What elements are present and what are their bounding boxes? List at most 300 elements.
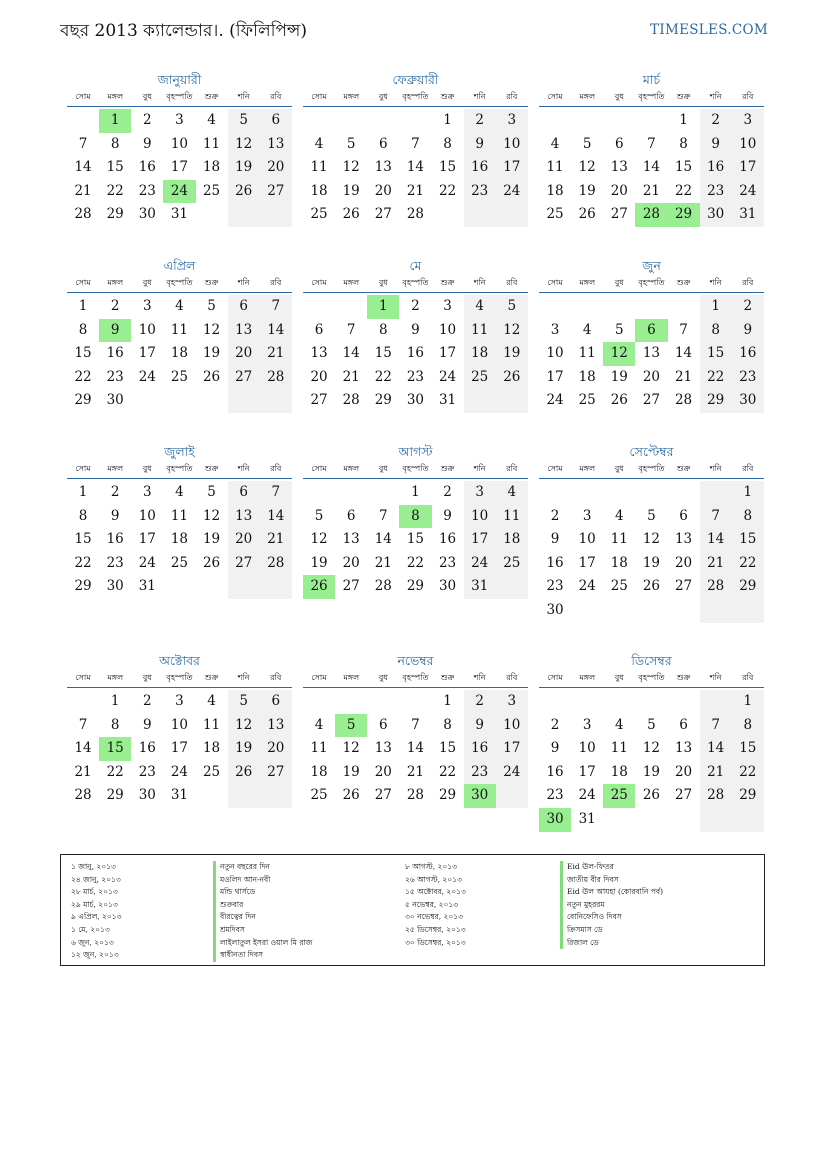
weekday-label: বুধ <box>378 673 388 682</box>
weekday-label: বুধ <box>614 464 624 473</box>
day-cell: 17 <box>578 554 596 571</box>
weekday-label: শনি <box>473 92 486 101</box>
day-cell: 25 <box>310 787 328 804</box>
day-cell: 2 <box>700 109 732 133</box>
holiday-name: Eid ঊল আযহা (কোরবানি পর্ব) <box>560 886 663 899</box>
day-cell: 6 <box>679 507 688 524</box>
weekday-label: সোম <box>547 92 563 101</box>
empty-cell <box>603 690 635 714</box>
day-cell: 2 <box>550 507 560 524</box>
empty-cell <box>335 109 367 133</box>
empty-cell <box>163 575 195 599</box>
day-cell: 13 <box>674 740 693 757</box>
day-cell: 1 <box>700 295 732 319</box>
day-cell: 16 <box>138 740 156 757</box>
weekday-header <box>539 671 764 688</box>
weekday-label: শুক্র <box>204 464 219 473</box>
weekday-header <box>67 671 292 688</box>
day-cell: 15 <box>674 159 693 176</box>
day-cell: 31 <box>138 578 156 595</box>
day-cell: 12 <box>496 319 528 343</box>
empty-cell <box>496 575 528 599</box>
day-cell: 12 <box>342 740 360 757</box>
day-cell: 29 <box>406 578 425 595</box>
day-cell: 19 <box>228 156 260 180</box>
day-cell: 1 <box>110 693 120 709</box>
day-cell: 1 <box>679 112 688 128</box>
holiday-date: ২৬ আগস্ট, ২০১৩ <box>405 874 462 884</box>
empty-cell <box>603 599 635 623</box>
day-cell: 5 <box>496 295 528 319</box>
day-cell: 16 <box>106 531 124 548</box>
day-cell: 8 <box>732 505 764 529</box>
day-cell: 24 <box>138 368 156 385</box>
empty-cell <box>732 599 764 623</box>
day-cell: 28 <box>342 392 360 409</box>
day-cell: 18 <box>496 528 528 552</box>
day-cell: 18 <box>578 368 596 385</box>
empty-cell <box>668 295 700 319</box>
day-cell: 10 <box>170 716 189 733</box>
holiday-date: ৮ আগস্ট, ২০১৩ <box>405 862 457 871</box>
empty-cell <box>668 599 700 623</box>
weekday-label: শনি <box>473 278 486 287</box>
day-cell: 24 <box>496 180 528 204</box>
day-cell: 26 <box>610 392 628 409</box>
weekday-label: সোম <box>311 92 327 101</box>
day-cell: 26 <box>496 366 528 390</box>
day-cell: 23 <box>732 366 764 390</box>
empty-cell <box>603 109 635 133</box>
empty-cell <box>668 481 700 505</box>
day-cell: 23 <box>406 368 425 385</box>
day-cell: 5 <box>314 507 324 524</box>
day-cell: 6 <box>260 109 292 133</box>
day-cell: 24 <box>438 368 457 385</box>
empty-cell <box>571 109 603 133</box>
day-cell: 8 <box>443 135 452 152</box>
weekday-label: সোম <box>547 278 563 287</box>
weekday-label: শুক্র <box>676 278 691 287</box>
day-cell: 6 <box>379 716 388 733</box>
holiday-date: ২৮ মার্চ, ২০১৩ <box>71 887 118 897</box>
day-cell: 12 <box>202 507 221 524</box>
empty-cell <box>228 203 260 227</box>
empty-cell <box>635 481 667 505</box>
day-cell: 7 <box>679 321 688 338</box>
day-cell: 15 <box>74 345 92 362</box>
holiday-date: ৩০ নভেম্বর, ২০১৩ <box>405 912 464 922</box>
day-cell: 13 <box>374 159 392 176</box>
day-cell: 21 <box>674 368 693 385</box>
weekday-label: মঙ্গল <box>343 673 360 682</box>
day-cell: 8 <box>110 716 120 733</box>
day-cell: 1 <box>78 484 88 500</box>
day-cell: 20 <box>228 528 260 552</box>
day-cell: 28 <box>635 203 667 227</box>
day-cell: 27 <box>674 578 693 595</box>
weekday-label: রবি <box>270 92 282 101</box>
day-cell: 5 <box>207 298 216 314</box>
weekday-label: সোম <box>547 464 563 473</box>
empty-cell <box>399 109 431 133</box>
day-cell: 2 <box>411 298 420 314</box>
day-cell: 27 <box>260 180 292 204</box>
day-cell: 14 <box>342 345 360 362</box>
day-cell: 8 <box>379 321 388 338</box>
day-cell: 29 <box>106 787 124 804</box>
day-cell: 1 <box>443 693 452 709</box>
day-cell: 11 <box>464 319 496 343</box>
day-cell: 21 <box>406 182 425 199</box>
day-cell: 9 <box>143 135 152 152</box>
weekday-label: বৃহস্পতি <box>166 92 193 101</box>
day-cell: 11 <box>202 716 221 733</box>
empty-cell <box>131 389 163 413</box>
weekday-header <box>303 462 528 479</box>
empty-cell <box>303 690 335 714</box>
day-cell: 9 <box>411 321 420 338</box>
weekday-label: মঙ্গল <box>107 673 124 682</box>
day-cell: 26 <box>228 761 260 785</box>
day-cell: 4 <box>175 484 184 500</box>
day-cell: 4 <box>314 135 324 152</box>
day-cell: 11 <box>610 740 628 757</box>
day-cell: 18 <box>170 531 189 548</box>
day-cell: 22 <box>106 763 124 780</box>
day-cell: 3 <box>550 321 560 338</box>
day-cell: 11 <box>170 507 189 524</box>
day-cell: 25 <box>310 206 328 223</box>
empty-cell <box>367 109 399 133</box>
day-cell: 14 <box>674 345 693 362</box>
empty-cell <box>539 109 571 133</box>
weekday-label: শুক্র <box>440 92 455 101</box>
day-cell: 29 <box>438 787 457 804</box>
day-cell: 22 <box>74 554 92 571</box>
holiday-name: মন্ডি থার্সডে <box>213 886 312 899</box>
day-cell: 20 <box>342 554 360 571</box>
day-cell: 9 <box>464 133 496 157</box>
empty-cell <box>635 109 667 133</box>
weekday-label: বৃহস্পতি <box>638 92 665 101</box>
day-cell: 4 <box>550 135 560 152</box>
month-name: সেপ্টেম্বর <box>629 444 674 459</box>
weekday-label: শুক্র <box>440 673 455 682</box>
holiday-date: ২৫ ডিসেম্বর, ২০১৩ <box>405 924 466 934</box>
day-cell: 27 <box>260 761 292 785</box>
day-cell: 24 <box>732 180 764 204</box>
day-cell: 10 <box>496 133 528 157</box>
weekday-label: রবি <box>742 673 754 682</box>
empty-cell <box>196 203 228 227</box>
empty-cell <box>67 690 99 714</box>
day-cell: 18 <box>202 740 221 757</box>
empty-cell <box>603 808 635 832</box>
day-cell: 10 <box>578 531 596 548</box>
day-cell: 15 <box>74 531 92 548</box>
day-cell: 14 <box>260 505 292 529</box>
empty-cell <box>635 295 667 319</box>
empty-cell <box>496 784 528 808</box>
empty-cell <box>228 784 260 808</box>
day-cell: 10 <box>438 321 457 338</box>
day-cell: 26 <box>578 206 596 223</box>
empty-cell <box>539 481 571 505</box>
day-cell: 15 <box>438 159 457 176</box>
day-cell: 24 <box>496 761 528 785</box>
day-cell: 12 <box>228 714 260 738</box>
day-cell: 23 <box>546 787 564 804</box>
day-cell: 11 <box>310 159 328 176</box>
day-cell: 14 <box>406 159 425 176</box>
weekday-label: শনি <box>237 673 250 682</box>
day-cell: 17 <box>546 368 564 385</box>
day-cell: 10 <box>732 133 764 157</box>
holiday-name: মওলিদ আন-নবী <box>213 874 312 887</box>
day-cell: 29 <box>732 575 764 599</box>
holiday-name: Eid ঊল-ফিতর <box>560 861 663 874</box>
day-cell: 26 <box>342 787 360 804</box>
month-12 <box>539 651 764 832</box>
day-grid <box>539 109 764 227</box>
day-cell: 9 <box>110 507 120 524</box>
weekday-label: রবি <box>270 673 282 682</box>
day-cell: 8 <box>732 714 764 738</box>
day-cell: 5 <box>582 135 592 152</box>
day-cell: 7 <box>411 135 420 152</box>
empty-cell <box>603 295 635 319</box>
day-cell: 22 <box>732 552 764 576</box>
day-cell: 5 <box>647 507 656 524</box>
day-cell: 31 <box>578 810 596 827</box>
day-cell: 15 <box>732 737 764 761</box>
month-name: জুন <box>642 258 661 273</box>
day-cell: 10 <box>496 714 528 738</box>
day-cell: 6 <box>679 716 688 733</box>
day-cell: 9 <box>700 133 732 157</box>
weekday-header <box>67 90 292 107</box>
day-cell: 17 <box>138 345 156 362</box>
weekday-label: সোম <box>75 92 91 101</box>
day-cell: 19 <box>202 345 221 362</box>
day-cell: 25 <box>603 784 635 808</box>
day-cell: 23 <box>464 761 496 785</box>
day-cell: 4 <box>314 716 324 733</box>
weekday-label: শনি <box>473 464 486 473</box>
day-cell: 16 <box>546 763 564 780</box>
weekday-label: শনি <box>709 464 722 473</box>
day-cell: 16 <box>138 159 156 176</box>
day-cell: 26 <box>642 787 661 804</box>
day-cell: 23 <box>546 578 564 595</box>
day-cell: 16 <box>732 342 764 366</box>
day-cell: 25 <box>464 366 496 390</box>
weekday-label: শুক্র <box>440 464 455 473</box>
empty-cell <box>496 389 528 413</box>
month-1 <box>67 70 292 227</box>
day-cell: 2 <box>464 109 496 133</box>
day-cell: 30 <box>732 389 764 413</box>
day-cell: 6 <box>314 321 324 338</box>
weekday-header <box>303 671 528 688</box>
holiday-date: ১৫ অক্টোবর, ২০১৩ <box>405 887 466 897</box>
day-cell: 30 <box>106 392 124 409</box>
empty-cell <box>700 599 732 623</box>
day-cell: 20 <box>260 156 292 180</box>
holiday-name: বোনিফেসিও দিবস <box>560 911 663 924</box>
day-cell: 13 <box>674 531 693 548</box>
empty-cell <box>335 481 367 505</box>
day-cell: 21 <box>260 342 292 366</box>
day-cell: 24 <box>464 552 496 576</box>
holiday-name: স্বাধীনতা দিবস <box>213 949 312 962</box>
weekday-label: বৃহস্পতি <box>402 673 429 682</box>
day-cell: 6 <box>346 507 356 524</box>
holiday-list <box>60 854 765 966</box>
weekday-label: বুধ <box>142 464 152 473</box>
day-cell: 9 <box>732 319 764 343</box>
day-cell: 1 <box>78 298 88 314</box>
day-cell: 23 <box>138 763 156 780</box>
day-cell: 11 <box>546 159 564 176</box>
weekday-header <box>303 90 528 107</box>
weekday-label: বুধ <box>378 464 388 473</box>
holiday-name: জাতীয় বীর দিবস <box>560 874 663 887</box>
weekday-label: বৃহস্পতি <box>402 92 429 101</box>
day-cell: 22 <box>106 182 124 199</box>
day-cell: 19 <box>642 763 661 780</box>
day-cell: 22 <box>732 761 764 785</box>
day-cell: 9 <box>550 740 560 757</box>
day-cell: 13 <box>228 319 260 343</box>
day-cell: 7 <box>78 716 88 733</box>
month-name: নভেম্বর <box>397 653 434 668</box>
day-cell: 17 <box>464 528 496 552</box>
weekday-label: সোম <box>311 278 327 287</box>
weekday-label: বৃহস্পতি <box>166 673 193 682</box>
day-cell: 25 <box>202 763 221 780</box>
day-cell: 30 <box>546 601 564 618</box>
day-cell: 5 <box>346 135 356 152</box>
weekday-label: মঙ্গল <box>579 673 596 682</box>
page-title: বছর 2013 ক্যালেন্ডার।. (ফিলিপিন্স) <box>60 21 308 41</box>
day-grid <box>539 481 764 623</box>
day-cell: 3 <box>443 298 452 314</box>
holiday-dates-col-1 <box>71 861 122 962</box>
day-cell: 29 <box>700 389 732 413</box>
day-cell: 9 <box>443 507 452 524</box>
day-cell: 7 <box>379 507 388 524</box>
day-cell: 10 <box>578 740 596 757</box>
day-cell: 25 <box>496 552 528 576</box>
day-cell: 12 <box>342 159 360 176</box>
day-cell: 19 <box>202 531 221 548</box>
day-cell: 5 <box>228 690 260 714</box>
weekday-label: সোম <box>75 673 91 682</box>
day-cell: 13 <box>642 345 661 362</box>
weekday-label: রবি <box>506 92 518 101</box>
empty-cell <box>303 481 335 505</box>
day-cell: 14 <box>700 528 732 552</box>
day-cell: 15 <box>406 531 425 548</box>
day-cell: 29 <box>374 392 392 409</box>
day-cell: 1 <box>367 295 399 319</box>
day-cell: 3 <box>464 481 496 505</box>
weekday-label: রবি <box>506 464 518 473</box>
day-cell: 6 <box>615 135 624 152</box>
holiday-name: বীরত্বের দিন <box>213 911 312 924</box>
holiday-date: ১ মে, ২০১৩ <box>71 924 110 934</box>
weekday-label: মঙ্গল <box>107 464 124 473</box>
month-2 <box>303 70 528 227</box>
day-cell: 19 <box>610 368 628 385</box>
day-cell: 11 <box>496 505 528 529</box>
day-cell: 7 <box>260 481 292 505</box>
weekday-label: শনি <box>709 92 722 101</box>
month-name: জানুয়ারী <box>157 72 202 87</box>
month-7 <box>67 442 292 599</box>
empty-cell <box>635 599 667 623</box>
day-cell: 12 <box>642 740 661 757</box>
day-cell: 10 <box>138 507 156 524</box>
day-cell: 20 <box>674 554 693 571</box>
empty-cell <box>399 690 431 714</box>
day-grid <box>539 295 764 413</box>
day-cell: 22 <box>438 763 457 780</box>
day-cell: 20 <box>260 737 292 761</box>
day-cell: 16 <box>106 345 124 362</box>
weekday-label: বুধ <box>614 92 624 101</box>
day-cell: 15 <box>374 345 392 362</box>
day-cell: 27 <box>642 392 661 409</box>
day-cell: 28 <box>700 784 732 808</box>
day-cell: 26 <box>303 575 335 599</box>
day-cell: 18 <box>170 345 189 362</box>
day-cell: 24 <box>170 763 189 780</box>
day-cell: 28 <box>700 575 732 599</box>
day-cell: 21 <box>260 528 292 552</box>
day-cell: 31 <box>170 206 189 223</box>
empty-cell <box>260 784 292 808</box>
day-cell: 10 <box>546 345 564 362</box>
day-cell: 24 <box>578 578 596 595</box>
empty-cell <box>539 295 571 319</box>
holiday-name: শুক্রবার <box>213 899 312 912</box>
weekday-label: বৃহস্পতি <box>402 278 429 287</box>
empty-cell <box>571 295 603 319</box>
day-cell: 18 <box>610 554 628 571</box>
month-11 <box>303 651 528 808</box>
day-cell: 28 <box>74 206 92 223</box>
day-grid <box>67 109 292 227</box>
day-cell: 2 <box>550 716 560 733</box>
day-cell: 9 <box>99 319 131 343</box>
day-cell: 2 <box>110 484 120 500</box>
day-cell: 7 <box>700 714 732 738</box>
day-cell: 20 <box>610 182 628 199</box>
empty-cell <box>196 784 228 808</box>
day-cell: 17 <box>578 763 596 780</box>
day-cell: 29 <box>74 392 92 409</box>
day-cell: 3 <box>582 716 592 733</box>
day-cell: 26 <box>202 554 221 571</box>
weekday-label: মঙ্গল <box>107 278 124 287</box>
holiday-date: ৫ নভেম্বর, ২০১৩ <box>405 899 459 909</box>
day-cell: 11 <box>310 740 328 757</box>
holiday-date: ৯ এপ্রিল, ২০১৩ <box>71 912 122 922</box>
day-cell: 21 <box>700 761 732 785</box>
